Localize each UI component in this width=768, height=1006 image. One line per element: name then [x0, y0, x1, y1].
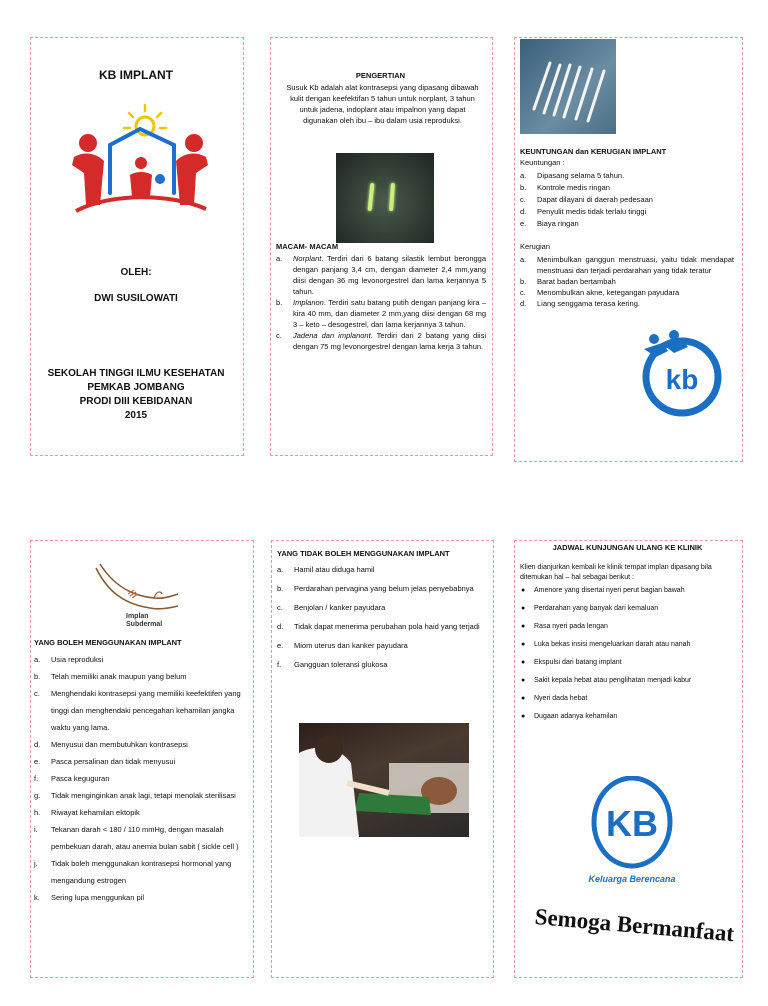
pros-item-text: Dapat dilayani di daerah pedesaan: [537, 195, 653, 204]
may-use-list: [34, 651, 248, 906]
types-list: [276, 253, 486, 352]
kb-emblem-letters: KB: [606, 803, 658, 844]
list-item: [34, 821, 248, 855]
definition-panel: [270, 37, 491, 454]
may-not-use-item-text: Perdarahan pervagina yang belum jelas penyebabnya: [294, 584, 474, 593]
list-item: ● Dugaan adanya kehamilan: [520, 708, 736, 726]
list-item: [520, 218, 734, 230]
list-item: ● Perdarahan yang banyak dari kemaluan: [520, 600, 736, 618]
list-marker: c.: [520, 195, 526, 204]
cons-item-text: Liang senggama terasa kering.: [537, 299, 640, 308]
type-name: Implanon: [293, 298, 324, 307]
list-item: [520, 287, 734, 298]
list-marker: b.: [276, 298, 283, 307]
list-marker: i.: [34, 825, 38, 834]
list-marker: a.: [520, 171, 527, 180]
list-marker: j.: [34, 859, 38, 868]
pros-cons-heading: KEUNTUNGAN dan KERUGIAN IMPLANT: [520, 147, 667, 156]
list-item: [34, 855, 248, 889]
list-item: [277, 617, 487, 636]
list-marker: h.: [34, 808, 41, 817]
list-marker: a.: [520, 255, 527, 264]
may-not-use-item-text: Tidak dapat menerima perubahan pola haid yang terjadi: [294, 622, 480, 631]
procedure-photo: [299, 723, 469, 837]
list-marker: d.: [520, 299, 527, 308]
list-marker: d.: [520, 207, 527, 216]
may-not-use-item-text: Gangguan toleransi glukosa: [294, 660, 388, 669]
list-marker: a.: [34, 655, 41, 664]
list-item: [520, 170, 734, 182]
kb-emblem-icon: [580, 776, 684, 888]
list-marker: a.: [277, 565, 284, 574]
institution-year: 2015: [124, 410, 148, 421]
kb-logo-icon: [634, 327, 724, 419]
pros-item-text: Penyulit medis tidak terlalu tinggi: [537, 207, 647, 216]
types-heading: MACAM- MACAM: [276, 242, 339, 251]
pros-label: Keuntungan :: [520, 158, 565, 167]
list-item: [520, 194, 734, 206]
may-use-item-text: Riwayat kehamilan ektopik: [51, 808, 140, 817]
type-description: . Terdiri dari 2 batang yang diisi dengan 75 mg levonorgestrel dengan lama kerja 3 tahun.: [293, 331, 486, 351]
cons-item-text: Menombulkan akne, ketegangan payudara: [537, 288, 680, 297]
cover-title: KB IMPLANT: [99, 68, 173, 82]
pros-cons-panel: [514, 37, 741, 460]
procedure-scene: [299, 723, 469, 837]
list-marker: e.: [520, 219, 527, 228]
institution-line: SEKOLAH TINGGI ILMU KESEHATAN: [47, 368, 225, 379]
list-marker: c.: [276, 331, 282, 340]
implant-rods-photo: [336, 153, 434, 243]
list-item: [34, 753, 248, 770]
may-use-item-text: Pasca persalinan dan tidak menyusui: [51, 757, 176, 766]
list-marker: b.: [520, 183, 527, 192]
list-item: [34, 685, 248, 736]
type-description: . Terdiri dari 6 batang silastik lembut berongga dengan panjang 3,4 cm, dengan diameter 2,4 mm,yang diisi dengan 36 mg levonorgestrel dan lama kerjannya 5 tahun.: [293, 254, 486, 296]
list-item: ● Amenore yang disertai nyeri perut bagian bawah: [520, 582, 736, 600]
list-marker: d.: [34, 740, 41, 749]
list-item: ● Luka bekas insisi mengeluarkan darah atau nanah: [520, 636, 736, 654]
pros-item-text: Dipasang selama 5 tahun.: [537, 171, 625, 180]
schedule-list: [520, 582, 736, 726]
institution-line: PRODI DIII KEBIDANAN: [79, 396, 193, 407]
list-marker: a.: [276, 254, 283, 263]
may-use-item-text: Pasca keguguran: [51, 774, 110, 783]
list-item: ● Sakit kepala hebat atau penglihatan menjadi kabur: [520, 672, 736, 690]
list-marker: e.: [34, 757, 41, 766]
may-not-use-heading: YANG TIDAK BOLEH MENGGUNAKAN IMPLANT: [277, 549, 450, 558]
may-not-use-item-text: Hamil atau diduga hamil: [294, 565, 375, 574]
list-item: [34, 889, 248, 906]
list-item: [277, 598, 487, 617]
list-marker: c.: [520, 288, 526, 297]
list-item: [34, 804, 248, 821]
may-not-use-list: [277, 560, 487, 674]
kb-emblem-caption: Keluarga Berencana: [588, 874, 676, 884]
list-marker: k.: [34, 893, 40, 902]
may-not-use-item-text: Miom uterus dan kanker payudara: [294, 641, 408, 650]
list-item: [277, 579, 487, 598]
subdermal-label-line2: Subdermal: [126, 621, 163, 628]
may-not-use-panel: [271, 540, 492, 976]
list-item: ● Nyeri dada hebat: [520, 690, 736, 708]
may-use-item-text: Tidak menginginkan anak lagi, tetapi menolak sterilisasi: [51, 791, 236, 800]
may-use-item-text: Menghendaki kontrasepsi yang memiliki keefektifen yang tinggi dan menghendaki pencegahan kehamilan jangka waktu yang lama.: [51, 689, 241, 732]
pros-item-text: Kontrole medis ringan: [537, 183, 610, 192]
list-item: [520, 182, 734, 194]
list-item: [520, 206, 734, 218]
family-logo: [70, 93, 210, 223]
type-description: . Terdiri satu batang putih dengan panjang kira – kira 40 mm, dan diameter 2 mm,yang diisi dengan 68 mg 3 – keto – desogestrel, dan lama kerjannya 3 tahun.: [293, 298, 486, 329]
definition-text: Susuk Kb adalah alat kontrasepsi yang dipasang dibawah kulit dengan keefektifan 5 tahun untuk norplant, 3 tahun untuk jadena, indoplant atau impalnon yang dapat digunakan oleh ibu – ibu dalam usia reproduksi.: [286, 83, 479, 125]
list-marker: g.: [34, 791, 41, 800]
may-use-item-text: Telah memiliki anak maupun yang belum: [51, 672, 187, 681]
pros-item-text: Biaya ringan: [537, 219, 579, 228]
list-marker: f.: [34, 774, 39, 783]
list-item: [520, 276, 734, 287]
institution-block: [30, 367, 242, 423]
list-marker: b.: [277, 584, 284, 593]
family-figures: [72, 134, 208, 205]
list-item: [277, 560, 487, 579]
schedule-intro: Klien dianjurkan kembali ke klinik tempat implan dipasang bila ditemukan hal – hal sebagai berikut :: [520, 564, 712, 581]
list-item: [277, 636, 487, 655]
subdermal-label-line1: Implan: [126, 613, 149, 620]
cover-panel: [30, 37, 242, 454]
definition-heading: PENGERTIAN: [355, 71, 406, 80]
list-item: [520, 254, 734, 276]
list-item: [34, 770, 248, 787]
list-item: [276, 297, 486, 330]
list-item: [276, 253, 486, 297]
list-item: [277, 655, 487, 674]
cons-list: [520, 254, 734, 309]
may-use-heading: YANG BOLEH MENGGUNAKAN IMPLANT: [34, 638, 182, 647]
type-name: Jadena dan implanont: [293, 331, 371, 340]
kb-logo-text: kb: [665, 364, 699, 395]
list-item: ● Rasa nyeri pada lengan: [520, 618, 736, 636]
list-item: [34, 651, 248, 668]
list-marker: c.: [34, 689, 40, 698]
list-item: ● Ekspulsi dari batang implant: [520, 654, 736, 672]
list-marker: c.: [277, 603, 283, 612]
list-marker: f.: [277, 660, 282, 669]
may-use-item-text: Tidak boleh menggunakan kontrasepsi hormonal yang mengandung estrogen: [51, 859, 232, 885]
cons-item-text: Barat badan bertambah: [537, 277, 616, 286]
may-not-use-item-text: Benjolan / kanker payudara: [294, 603, 386, 612]
list-item: [34, 736, 248, 753]
type-name: Norplant: [293, 254, 322, 263]
list-marker: d.: [277, 622, 284, 631]
by-label: OLEH:: [120, 267, 152, 278]
rods-graphic: [520, 39, 616, 134]
institution-line: PEMKAB JOMBANG: [87, 382, 185, 393]
schedule-panel: [514, 540, 741, 976]
may-use-item-text: Sering lupa menggunkan pil: [51, 893, 144, 902]
subdermal-arm-illustration: [88, 558, 184, 628]
closing-text: Semoga Bermanfaat: [533, 904, 736, 947]
may-use-item-text: Usia reproduksi: [51, 655, 104, 664]
list-item: [34, 668, 248, 685]
list-marker: b.: [34, 672, 41, 681]
list-marker: e.: [277, 641, 284, 650]
author-name: DWI SUSILOWATI: [94, 293, 178, 304]
pros-list: [520, 170, 734, 230]
implant-rods-photo: [520, 39, 616, 134]
cons-label: Kerugian: [520, 242, 551, 251]
may-use-panel: [30, 540, 252, 976]
schedule-heading: JADWAL KUNJUNGAN ULANG KE KLINIK: [552, 543, 703, 552]
may-use-item-text: Menyusui dan membutuhkan kontrasepsi: [51, 740, 188, 749]
list-item: [276, 330, 486, 352]
list-item: [520, 298, 734, 309]
may-use-item-text: Tekanan darah < 180 / 110 mmHg, dengan masalah pembekuan darah, atau anemia bulan sabit ( sickle cell ): [51, 825, 239, 851]
cons-item-text: Menimbulkan ganggun menstruasi, yaitu tidak mendapat menstruasi dan terjadi perdarahan yang tidak teratur: [537, 255, 734, 275]
list-marker: b.: [520, 277, 527, 286]
list-item: [34, 787, 248, 804]
